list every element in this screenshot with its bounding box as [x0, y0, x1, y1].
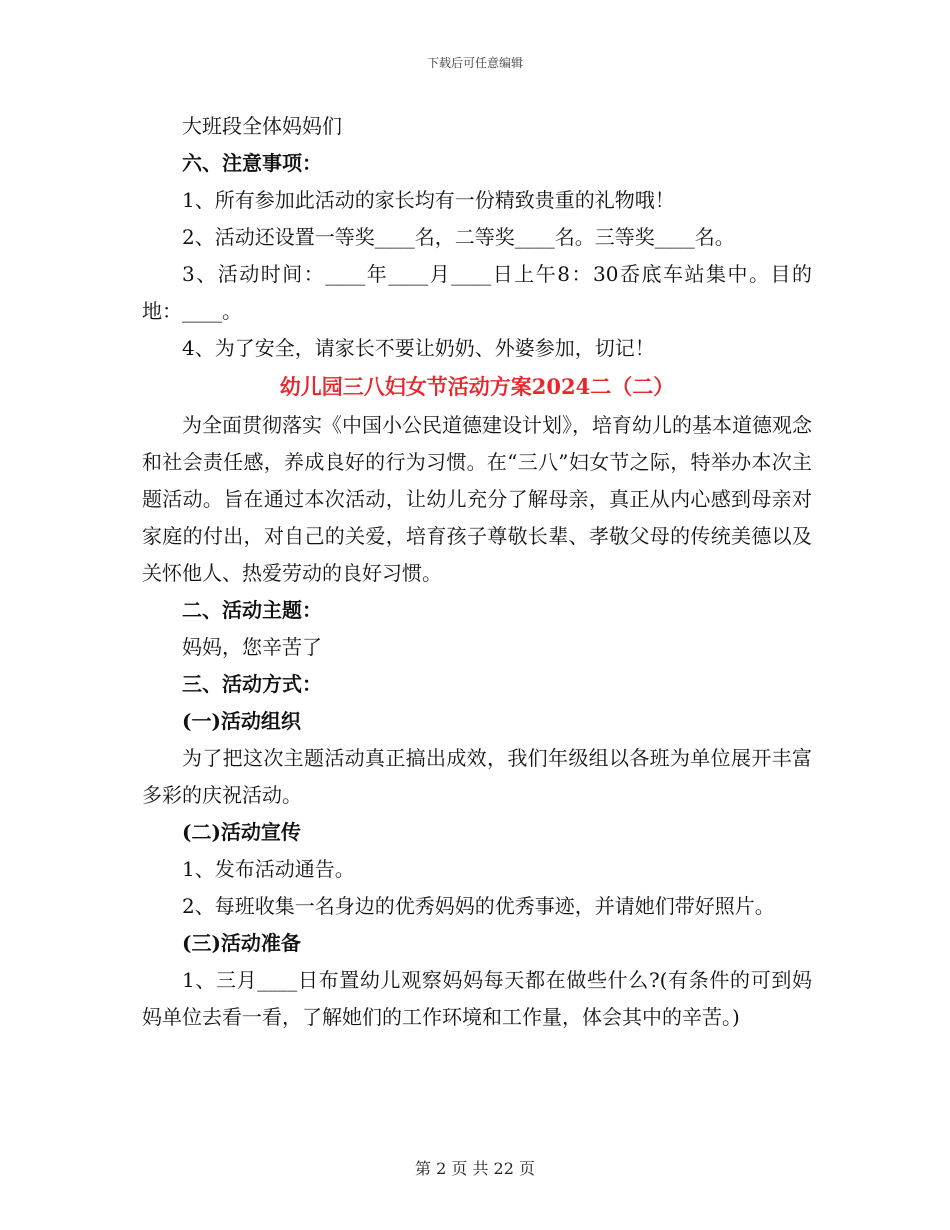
section-title: 幼儿园三八妇女节活动方案2024二（二）	[279, 374, 675, 399]
paragraph-publicity-1: 1、发布活动通告。	[182, 857, 355, 881]
header-note: 下载后可任意编辑	[426, 56, 523, 70]
paragraph-note-4: 4、为了安全，请家长不要让奶奶、外婆参加，切记！	[182, 336, 655, 360]
paragraph-audience: 大班段全体妈妈们	[182, 114, 342, 138]
subheading-organization: (一)活动组织	[182, 709, 301, 733]
subheading-publicity: (二)活动宣传	[182, 820, 301, 844]
paragraph-theme: 妈妈，您辛苦了	[182, 635, 322, 659]
document-body	[142, 108, 812, 1036]
paragraph-preparation-1: 1、三月____日布置幼儿观察妈妈每天都在做些什么?(有条件的可到妈妈单位去看一看，了解她们的工作环境和工作量，体会其中的辛苦。)	[142, 968, 812, 1029]
paragraph-publicity-2: 2、每班收集一名身边的优秀妈妈的优秀事迹，并请她们带好照片。	[182, 894, 775, 918]
paragraph-note-1: 1、所有参加此活动的家长均有一份精致贵重的礼物哦！	[182, 188, 675, 212]
subheading-preparation: (三)活动准备	[182, 931, 301, 955]
heading-theme: 二、活动主题：	[182, 598, 322, 622]
paragraph-organization: 为了把这次主题活动真正搞出成效，我们年级组以各班为单位展开丰富多彩的庆祝活动。	[142, 746, 812, 807]
heading-notes: 六、注意事项：	[182, 151, 322, 175]
paragraph-note-3: 3、活动时间：____年____月____日上午8：30岙底车站集中。目的地：____。	[142, 262, 812, 323]
page-footer: 第 2 页 共 22 页	[415, 1159, 535, 1178]
paragraph-note-2: 2、活动还设置一等奖____名，二等奖____名。三等奖____名。	[182, 225, 735, 249]
paragraph-intro: 为全面贯彻落实《中国小公民道德建设计划》，培育幼儿的基本道德观念和社会责任感，养成良好的行为习惯。在“三八”妇女节之际，特举办本次主题活动。旨在通过本次活动，让幼儿充分了解母亲，真正从内心感到母亲对家庭的付出，对自己的关爱，培育孩子尊敬长辈、孝敬父母的传统美德以及关怀他人、热爱劳动的良好习惯。	[142, 413, 812, 585]
heading-method: 三、活动方式：	[182, 672, 322, 696]
